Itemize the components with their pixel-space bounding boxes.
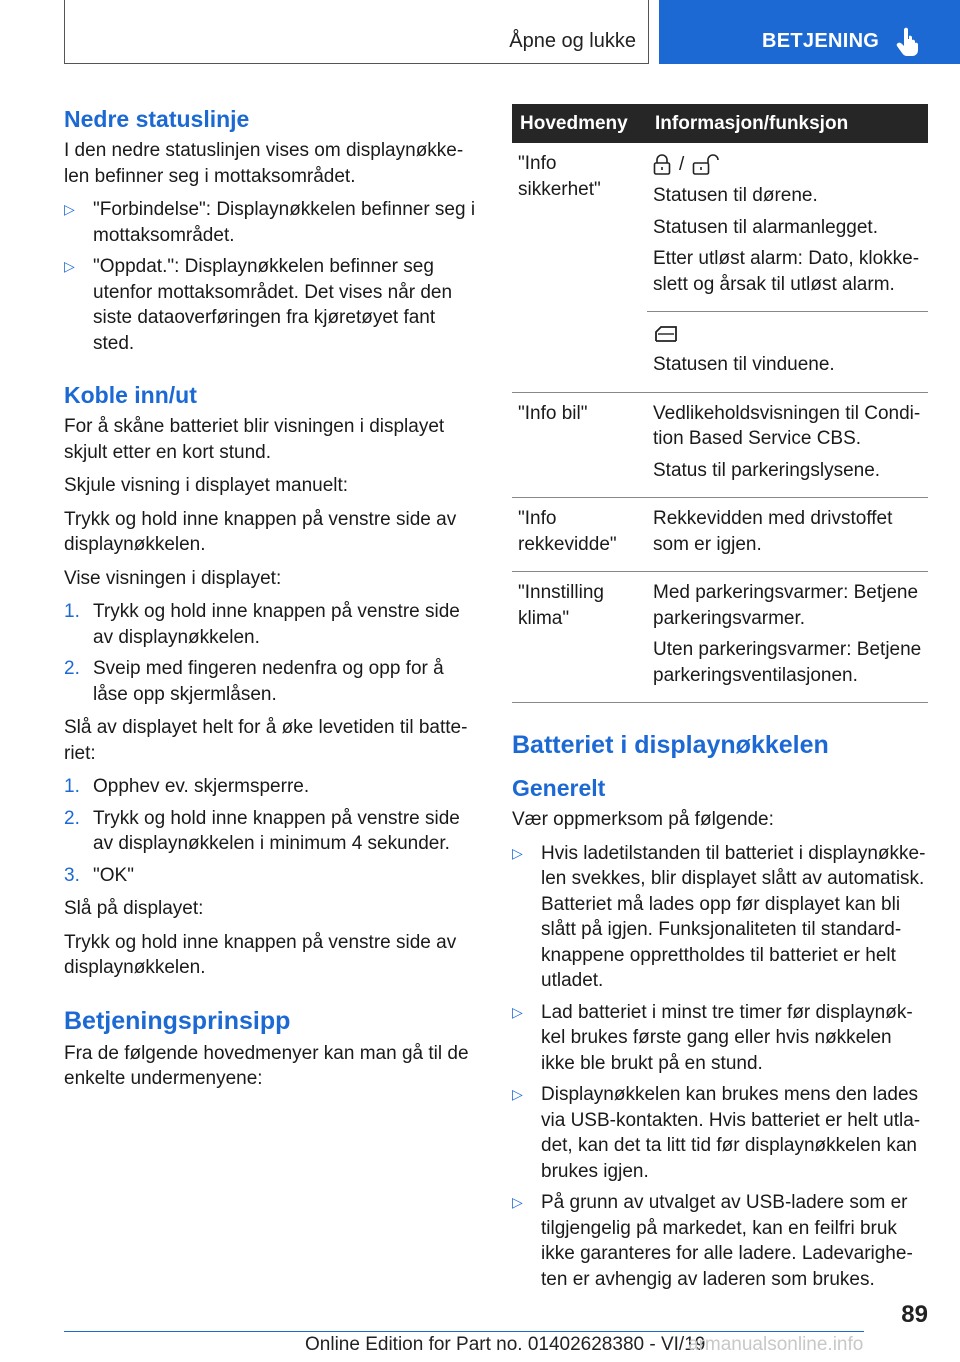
paragraph: I den nedre statuslinjen vises om displaynøkkelen befinner seg i mottaksområdet. (64, 140, 464, 187)
table-cell-menu: "Info sikkerhet" (512, 143, 647, 392)
table-cell-info (647, 498, 928, 572)
lock-icons (653, 151, 922, 179)
table-row (512, 143, 928, 312)
table-cell-info (647, 392, 928, 498)
footer-edition: Online Edition for Part no. 01402628380 - VI/19 (305, 1334, 706, 1355)
list-item: 1. Trykk og hold inne knappen på venstre side av displaynøkkelen. (64, 601, 460, 648)
cell-text: Statusen til vinduene. (653, 354, 835, 375)
triangle-bullet-icon: ▷ (512, 1194, 523, 1210)
section-title-toggle: Koble inn/ut (64, 382, 197, 408)
numbered-list (64, 599, 479, 707)
icon-separator: / (679, 154, 685, 176)
table-row (512, 572, 928, 703)
lock-open-icon (692, 154, 720, 176)
page-number: 89 (901, 1301, 928, 1328)
bullet-list (64, 197, 479, 356)
triangle-bullet-icon: ▷ (64, 258, 75, 274)
section-title-status-line: Nedre statuslinje (64, 106, 250, 132)
footer-divider (64, 1331, 864, 1332)
triangle-bullet-icon: ▷ (512, 1003, 523, 1020)
list-item: ▷ På grunn av utvalget av USB-ladere som er tilgjengelig på markedet, kan en feilfri bruk ikke garanteres for alle ladere. Ladevarigheten er avhengig av laderen som brukes. (512, 1192, 913, 1290)
table-cell-menu: "Info bil" (512, 392, 647, 498)
table-row (512, 498, 928, 572)
table-row (512, 392, 928, 498)
triangle-bullet-icon: ▷ (64, 201, 75, 217)
table-header-row (512, 104, 928, 143)
window-icon-wrap (653, 320, 922, 348)
cell-text: Statusen til alarmanlegget. (653, 216, 878, 238)
section-title-battery: Batteriet i displaynøkkelen (512, 731, 829, 759)
header-chapter-tab[interactable] (659, 0, 960, 64)
watermark: armanualsonline.info (688, 1334, 864, 1355)
table-cell-info (647, 312, 928, 393)
list-item: 3. "OK" (64, 864, 134, 886)
list-item: 2. Sveip med fingeren nedenfra og opp for å låse opp skjermlåsen. (64, 658, 444, 705)
car-window-icon (653, 323, 679, 345)
subsection-title-general: Generelt (512, 775, 606, 801)
cell-text: Uten parkeringsvarmer: Betjene parkeringsventilasjonen. (653, 639, 922, 686)
left-column (64, 104, 479, 1100)
table-cell-menu: "Info rekkevidde" (512, 498, 647, 572)
paragraph: Vær oppmerksom på følgende: (512, 809, 774, 830)
right-column (512, 104, 928, 1300)
lock-closed-icon (653, 154, 671, 176)
paragraph: Slå på displayet: (64, 898, 204, 919)
list-item: ▷ Lad batteriet i minst tre timer før displaynøkkel brukes første gang eller hvis nøkkelen ikke ble brukt på en stund. (512, 1001, 913, 1074)
triangle-bullet-icon: ▷ (512, 844, 523, 861)
list-item: ▷ "Forbindelse": Displaynøkkelen befinner seg i mottaksområdet. (64, 199, 476, 246)
paragraph: Fra de følgende hovedmenyer kan man gå til de enkelte undermenyene: (64, 1042, 469, 1089)
header-chapter-label: BETJENING (762, 30, 880, 52)
list-item: ▷ "Oppdat.": Displaynøkkelen befinner seg utenfor mottaksområdet. Det vises når den siste dataoverføringen fra kjøretøyet fant sted. (64, 256, 453, 354)
pointing-hand-icon (896, 26, 922, 56)
paragraph: Trykk og hold inne knappen på venstre side av displaynøkkelen. (64, 508, 457, 555)
paragraph: Skjule visning i displayet manuelt: (64, 475, 349, 496)
list-item: 2. Trykk og hold inne knappen på venstre side av displaynøkkelen i minimum 4 sekunder. (64, 807, 460, 854)
list-item: 1. Opphev ev. skjermsperre. (64, 776, 310, 797)
numbered-list (64, 774, 479, 888)
cell-text: Etter utløst alarm: Dato, klokkeslett og årsak til utløst alarm. (653, 248, 920, 295)
table-cell-menu: "Innstilling klima" (512, 572, 647, 703)
table-header-main-menu: Hovedmeny (512, 104, 647, 143)
bullet-list (512, 841, 928, 1293)
paragraph: Trykk og hold inne knappen på venstre side av displaynøkkelen. (64, 931, 457, 978)
paragraph: For å skåne batteriet blir visningen i displayet skjult etter en kort stund. (64, 416, 445, 463)
header-section-title: Åpne og lukke (509, 30, 636, 52)
cell-text: Vedlikeholdsvisningen til Condition Based Service CBS. (653, 402, 921, 449)
triangle-bullet-icon: ▷ (512, 1086, 523, 1102)
menu-table (512, 104, 928, 703)
table-cell-info (647, 143, 928, 312)
table-header-info: Informasjon/funksjon (647, 104, 928, 143)
paragraph: Vise visningen i displayet: (64, 567, 282, 589)
list-item: ▷ Displaynøkkelen kan brukes mens den lades via USB-kontakten. Hvis batteriet er helt utladet, kan det ta litt tid før displaynøkkelen kan brukes igjen. (512, 1084, 921, 1182)
cell-text: Status til parkeringslysene. (653, 459, 881, 481)
list-item: ▷ Hvis ladetilstanden til batteriet i displaynøkkelen svekkes, blir displayet slått av automatisk. Batteriet må lades opp før displayet kan bli slått på igjen. Funksjonaliteten til standardknappene opprettholdes til batteriet er helt utladet. (512, 842, 926, 991)
section-title-operating-principle: Betjeningsprinsipp (64, 1006, 291, 1035)
cell-text: Rekkevidden med drivstoffet som er igjen. (653, 508, 893, 555)
paragraph: Slå av displayet helt for å øke levetiden til batteriet: (64, 717, 468, 764)
table-cell-info (647, 572, 928, 703)
cell-text: Statusen til dørene. (653, 185, 818, 206)
cell-text: Med parkeringsvarmer: Betjene parkeringsvarmer. (653, 582, 919, 629)
